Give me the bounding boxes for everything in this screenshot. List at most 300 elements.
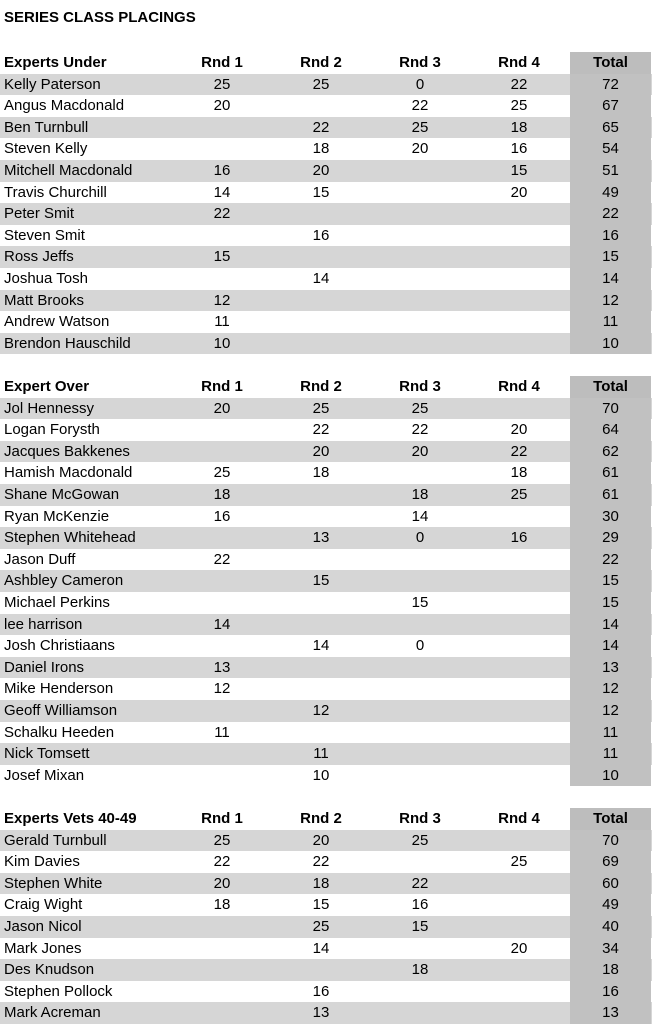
total-cell: 13 bbox=[570, 1002, 651, 1024]
table-row bbox=[0, 203, 652, 225]
table-row bbox=[0, 441, 652, 463]
rnd4-cell: 22 bbox=[510, 442, 528, 460]
table-row bbox=[0, 722, 652, 744]
rnd4-cell bbox=[469, 1002, 569, 1024]
rnd4-cell bbox=[469, 894, 569, 916]
rnd4-cell: 16 bbox=[510, 529, 528, 547]
rnd3-cell bbox=[370, 657, 470, 679]
rnd3-cell bbox=[370, 614, 470, 636]
rnd3-cell bbox=[370, 333, 470, 355]
rnd3-cell: 25 bbox=[411, 399, 429, 417]
total-cell: 49 bbox=[570, 894, 651, 916]
rider-name: Logan Forysth bbox=[4, 421, 100, 439]
rnd1-cell: 22 bbox=[213, 205, 231, 223]
rnd3-cell: 16 bbox=[411, 896, 429, 914]
rider-name: Des Knudson bbox=[4, 961, 95, 979]
rnd4-cell bbox=[469, 246, 569, 268]
rider-name: Nick Tomsett bbox=[4, 745, 90, 763]
total-cell: 16 bbox=[570, 225, 651, 247]
rnd1-cell bbox=[172, 570, 272, 592]
rnd2-cell: 16 bbox=[312, 226, 330, 244]
column-header-rnd4: Rnd 4 bbox=[498, 54, 540, 71]
rnd1-cell bbox=[172, 743, 272, 765]
table-row bbox=[0, 981, 652, 1003]
rnd1-cell: 20 bbox=[213, 874, 231, 892]
section-expert-over bbox=[0, 376, 652, 786]
rnd1-cell: 11 bbox=[214, 723, 230, 741]
table-row bbox=[0, 138, 652, 160]
table-row bbox=[0, 462, 652, 484]
rnd2-cell: 20 bbox=[312, 442, 330, 460]
table-row bbox=[0, 570, 652, 592]
rider-name: Josef Mixan bbox=[4, 766, 85, 784]
rider-name: Michael Perkins bbox=[4, 593, 110, 611]
rnd2-cell: 16 bbox=[312, 982, 330, 1000]
rider-name: Andrew Watson bbox=[4, 313, 110, 331]
table-row bbox=[0, 549, 652, 571]
rider-name: Stephen Whitehead bbox=[4, 529, 136, 547]
table-row bbox=[0, 311, 652, 333]
rnd1-cell: 12 bbox=[213, 680, 231, 698]
table-row bbox=[0, 614, 652, 636]
table-row bbox=[0, 117, 652, 139]
rnd2-cell: 11 bbox=[313, 745, 329, 763]
rnd2-cell bbox=[271, 657, 371, 679]
total-cell: 34 bbox=[570, 938, 651, 960]
total-cell: 62 bbox=[570, 441, 651, 463]
rider-name: Angus Macdonald bbox=[4, 97, 125, 115]
table-row bbox=[0, 1002, 652, 1024]
table-row bbox=[0, 268, 652, 290]
rnd4-cell bbox=[469, 830, 569, 852]
section-experts-under bbox=[0, 52, 652, 354]
rnd4-cell: 15 bbox=[510, 161, 528, 179]
rider-name: Hamish Macdonald bbox=[4, 464, 133, 482]
section-header-row bbox=[0, 376, 652, 398]
rnd1-cell: 13 bbox=[213, 658, 231, 676]
column-header-rnd2: Rnd 2 bbox=[300, 810, 342, 827]
rider-name: Ross Jeffs bbox=[4, 248, 74, 266]
rnd1-cell: 14 bbox=[213, 615, 231, 633]
rnd4-cell bbox=[469, 916, 569, 938]
rnd2-cell bbox=[271, 484, 371, 506]
rnd3-cell bbox=[370, 246, 470, 268]
column-header-total: Total bbox=[570, 376, 651, 398]
rnd4-cell: 25 bbox=[510, 853, 528, 871]
rnd4-cell bbox=[469, 225, 569, 247]
rnd3-cell: 0 bbox=[415, 529, 425, 547]
rnd2-cell: 20 bbox=[312, 831, 330, 849]
total-cell: 30 bbox=[570, 506, 651, 528]
rnd1-cell: 22 bbox=[213, 550, 231, 568]
total-cell: 14 bbox=[570, 614, 651, 636]
table-row bbox=[0, 419, 652, 441]
column-header-rnd3: Rnd 3 bbox=[399, 378, 441, 395]
total-cell: 65 bbox=[570, 117, 651, 139]
rnd3-cell bbox=[370, 938, 470, 960]
rnd1-cell bbox=[172, 592, 272, 614]
table-row bbox=[0, 938, 652, 960]
rider-name: Daniel Irons bbox=[4, 658, 85, 676]
rnd4-cell bbox=[469, 570, 569, 592]
rider-name: Josh Christiaans bbox=[4, 637, 115, 655]
table-row bbox=[0, 182, 652, 204]
rnd1-cell bbox=[172, 441, 272, 463]
rnd4-cell bbox=[469, 506, 569, 528]
total-cell: 13 bbox=[570, 657, 651, 679]
rnd4-cell: 25 bbox=[510, 485, 528, 503]
total-cell: 12 bbox=[570, 700, 651, 722]
table-row bbox=[0, 95, 652, 117]
rnd2-cell bbox=[271, 959, 371, 981]
rider-name: Ashbley Cameron bbox=[4, 572, 124, 590]
rnd3-cell bbox=[370, 182, 470, 204]
rider-name: Jacques Bakkenes bbox=[4, 442, 130, 460]
total-cell: 61 bbox=[570, 484, 651, 506]
rnd3-cell bbox=[370, 462, 470, 484]
rider-name: Stephen Pollock bbox=[4, 982, 113, 1000]
column-header-rnd4: Rnd 4 bbox=[498, 810, 540, 827]
rnd2-cell bbox=[271, 614, 371, 636]
total-cell: 69 bbox=[570, 851, 651, 873]
total-cell: 70 bbox=[570, 830, 651, 852]
rider-name: Ben Turnbull bbox=[4, 118, 89, 136]
rnd4-cell bbox=[469, 333, 569, 355]
column-header-total: Total bbox=[570, 808, 651, 830]
table-row bbox=[0, 398, 652, 420]
rnd2-cell bbox=[271, 549, 371, 571]
rnd3-cell: 14 bbox=[411, 507, 429, 525]
rnd2-cell: 22 bbox=[312, 118, 330, 136]
table-row bbox=[0, 635, 652, 657]
rnd3-cell: 15 bbox=[411, 917, 429, 935]
rnd2-cell: 15 bbox=[312, 896, 330, 914]
column-header-rnd3: Rnd 3 bbox=[399, 810, 441, 827]
table-row bbox=[0, 225, 652, 247]
total-cell: 60 bbox=[570, 873, 651, 895]
rnd1-cell bbox=[172, 138, 272, 160]
section-title: Experts Under bbox=[4, 54, 107, 71]
rnd4-cell bbox=[469, 635, 569, 657]
rnd2-cell: 18 bbox=[312, 464, 330, 482]
rider-name: Joshua Tosh bbox=[4, 269, 88, 287]
table-row bbox=[0, 916, 652, 938]
rnd2-cell bbox=[271, 95, 371, 117]
rnd1-cell bbox=[172, 765, 272, 787]
total-cell: 16 bbox=[570, 981, 651, 1003]
total-cell: 11 bbox=[570, 743, 651, 765]
rnd1-cell: 20 bbox=[213, 399, 231, 417]
total-cell: 51 bbox=[570, 160, 651, 182]
rnd3-cell bbox=[370, 268, 470, 290]
rnd4-cell bbox=[469, 981, 569, 1003]
rider-name: Mark Jones bbox=[4, 939, 82, 957]
column-header-total: Total bbox=[570, 52, 651, 74]
section-experts-vets-40-49 bbox=[0, 808, 652, 1024]
rnd1-cell: 16 bbox=[213, 161, 231, 179]
rider-name: Steven Smit bbox=[4, 226, 85, 244]
total-cell: 18 bbox=[570, 959, 651, 981]
rnd3-cell: 20 bbox=[411, 442, 429, 460]
column-header-rnd2: Rnd 2 bbox=[300, 378, 342, 395]
total-cell: 10 bbox=[570, 333, 651, 355]
rnd3-cell bbox=[370, 225, 470, 247]
total-cell: 12 bbox=[570, 290, 651, 312]
rnd2-cell: 25 bbox=[312, 917, 330, 935]
table-row bbox=[0, 678, 652, 700]
rider-name: Jason Duff bbox=[4, 550, 76, 568]
rnd4-cell bbox=[469, 657, 569, 679]
rnd4-cell: 25 bbox=[510, 97, 528, 115]
rnd2-cell: 22 bbox=[312, 421, 330, 439]
rnd1-cell: 25 bbox=[213, 831, 231, 849]
rider-name: Jol Hennessy bbox=[4, 399, 95, 417]
rnd3-cell bbox=[370, 765, 470, 787]
rider-name: Matt Brooks bbox=[4, 291, 85, 309]
total-cell: 22 bbox=[570, 549, 651, 571]
total-cell: 12 bbox=[570, 678, 651, 700]
column-header-rnd2: Rnd 2 bbox=[300, 54, 342, 71]
rnd1-cell: 18 bbox=[213, 485, 231, 503]
rnd2-cell: 22 bbox=[312, 853, 330, 871]
rnd4-cell: 18 bbox=[510, 118, 528, 136]
rnd3-cell: 22 bbox=[411, 421, 429, 439]
rider-name: Stephen White bbox=[4, 874, 103, 892]
rnd1-cell: 20 bbox=[213, 97, 231, 115]
rider-name: Kelly Paterson bbox=[4, 75, 101, 93]
rnd4-cell: 22 bbox=[510, 75, 528, 93]
rnd2-cell: 15 bbox=[312, 572, 330, 590]
table-row bbox=[0, 592, 652, 614]
total-cell: 61 bbox=[570, 462, 651, 484]
column-header-rnd4: Rnd 4 bbox=[498, 378, 540, 395]
rnd4-cell bbox=[469, 203, 569, 225]
rnd3-cell bbox=[370, 290, 470, 312]
rnd4-cell: 20 bbox=[510, 421, 528, 439]
rnd4-cell bbox=[469, 765, 569, 787]
rnd2-cell bbox=[271, 246, 371, 268]
total-cell: 14 bbox=[570, 268, 651, 290]
rnd3-cell: 22 bbox=[411, 97, 429, 115]
rnd4-cell bbox=[469, 592, 569, 614]
rnd1-cell bbox=[172, 938, 272, 960]
rnd1-cell bbox=[172, 268, 272, 290]
rnd4-cell bbox=[469, 614, 569, 636]
rnd4-cell: 18 bbox=[510, 464, 528, 482]
section-header-row bbox=[0, 808, 652, 830]
rnd1-cell bbox=[172, 419, 272, 441]
rnd4-cell bbox=[469, 873, 569, 895]
rnd2-cell bbox=[271, 333, 371, 355]
total-cell: 11 bbox=[570, 722, 651, 744]
table-row bbox=[0, 765, 652, 787]
total-cell: 72 bbox=[570, 74, 651, 96]
rnd2-cell: 15 bbox=[312, 183, 330, 201]
rnd1-cell bbox=[172, 117, 272, 139]
rnd2-cell: 18 bbox=[312, 140, 330, 158]
rnd1-cell bbox=[172, 527, 272, 549]
rider-name: Ryan McKenzie bbox=[4, 507, 110, 525]
table-row bbox=[0, 657, 652, 679]
rider-name: Mark Acreman bbox=[4, 1004, 101, 1022]
rnd3-cell: 25 bbox=[411, 118, 429, 136]
rnd1-cell: 11 bbox=[214, 313, 230, 331]
column-header-rnd1: Rnd 1 bbox=[201, 54, 243, 71]
table-row bbox=[0, 160, 652, 182]
table-row bbox=[0, 959, 652, 981]
rnd2-cell bbox=[271, 290, 371, 312]
rnd4-cell bbox=[469, 700, 569, 722]
rnd2-cell: 13 bbox=[312, 529, 330, 547]
rnd2-cell bbox=[271, 678, 371, 700]
rnd4-cell bbox=[469, 678, 569, 700]
rnd2-cell bbox=[271, 203, 371, 225]
rnd1-cell: 25 bbox=[213, 464, 231, 482]
rider-name: Peter Smit bbox=[4, 205, 75, 223]
rnd4-cell bbox=[469, 268, 569, 290]
rnd3-cell: 25 bbox=[411, 831, 429, 849]
rnd2-cell: 25 bbox=[312, 399, 330, 417]
rnd3-cell bbox=[370, 981, 470, 1003]
rnd3-cell: 20 bbox=[411, 140, 429, 158]
rnd4-cell bbox=[469, 959, 569, 981]
table-row bbox=[0, 506, 652, 528]
rnd4-cell bbox=[469, 743, 569, 765]
table-row bbox=[0, 246, 652, 268]
rider-name: lee harrison bbox=[4, 615, 83, 633]
rider-name: Craig Wight bbox=[4, 896, 83, 914]
rider-name: Brendon Hauschild bbox=[4, 334, 131, 352]
column-header-rnd3: Rnd 3 bbox=[399, 54, 441, 71]
rnd3-cell: 0 bbox=[415, 75, 425, 93]
rnd3-cell bbox=[370, 549, 470, 571]
rnd3-cell bbox=[370, 743, 470, 765]
rnd3-cell bbox=[370, 311, 470, 333]
section-title: Experts Vets 40-49 bbox=[4, 810, 137, 827]
rnd3-cell bbox=[370, 700, 470, 722]
rnd3-cell bbox=[370, 678, 470, 700]
total-cell: 49 bbox=[570, 182, 651, 204]
rnd3-cell: 22 bbox=[411, 874, 429, 892]
rnd3-cell bbox=[370, 851, 470, 873]
table-row bbox=[0, 74, 652, 96]
rnd3-cell: 15 bbox=[411, 593, 429, 611]
rnd3-cell bbox=[370, 1002, 470, 1024]
rnd1-cell bbox=[172, 635, 272, 657]
rnd3-cell: 18 bbox=[411, 485, 429, 503]
rnd2-cell: 12 bbox=[312, 701, 330, 719]
rnd1-cell: 15 bbox=[213, 248, 231, 266]
rnd2-cell: 14 bbox=[312, 269, 330, 287]
rider-name: Jason Nicol bbox=[4, 917, 82, 935]
rnd4-cell: 16 bbox=[510, 140, 528, 158]
rnd1-cell: 18 bbox=[213, 896, 231, 914]
total-cell: 67 bbox=[570, 95, 651, 117]
rnd1-cell bbox=[172, 916, 272, 938]
page-title: SERIES CLASS PLACINGS bbox=[4, 9, 196, 26]
rnd1-cell bbox=[172, 981, 272, 1003]
rider-name: Kim Davies bbox=[4, 853, 80, 871]
rnd4-cell bbox=[469, 311, 569, 333]
rnd4-cell: 20 bbox=[510, 939, 528, 957]
rider-name: Shane McGowan bbox=[4, 485, 120, 503]
rider-name: Geoff Williamson bbox=[4, 701, 118, 719]
table-row bbox=[0, 527, 652, 549]
table-row bbox=[0, 830, 652, 852]
rnd2-cell: 14 bbox=[312, 637, 330, 655]
rnd3-cell bbox=[370, 722, 470, 744]
total-cell: 14 bbox=[570, 635, 651, 657]
column-header-rnd1: Rnd 1 bbox=[201, 810, 243, 827]
rider-name: Steven Kelly bbox=[4, 140, 88, 158]
rnd3-cell: 0 bbox=[415, 637, 425, 655]
column-header-rnd1: Rnd 1 bbox=[201, 378, 243, 395]
rider-name: Schalku Heeden bbox=[4, 723, 115, 741]
table-row bbox=[0, 484, 652, 506]
total-cell: 64 bbox=[570, 419, 651, 441]
rnd2-cell: 20 bbox=[312, 161, 330, 179]
rnd4-cell bbox=[469, 398, 569, 420]
rider-name: Gerald Turnbull bbox=[4, 831, 107, 849]
total-cell: 40 bbox=[570, 916, 651, 938]
total-cell: 70 bbox=[570, 398, 651, 420]
rnd2-cell: 25 bbox=[312, 75, 330, 93]
section-title: Expert Over bbox=[4, 378, 90, 395]
rnd1-cell: 16 bbox=[213, 507, 231, 525]
total-cell: 11 bbox=[570, 311, 651, 333]
rnd2-cell: 10 bbox=[312, 766, 330, 784]
rnd3-cell bbox=[370, 570, 470, 592]
rnd1-cell bbox=[172, 225, 272, 247]
rnd1-cell: 12 bbox=[213, 291, 231, 309]
total-cell: 54 bbox=[570, 138, 651, 160]
rider-name: Travis Churchill bbox=[4, 183, 107, 201]
rnd3-cell bbox=[370, 203, 470, 225]
rnd2-cell: 14 bbox=[312, 939, 330, 957]
rnd2-cell bbox=[271, 311, 371, 333]
rnd4-cell bbox=[469, 722, 569, 744]
table-row bbox=[0, 743, 652, 765]
total-cell: 22 bbox=[570, 203, 651, 225]
rnd4-cell bbox=[469, 549, 569, 571]
rnd3-cell bbox=[370, 160, 470, 182]
rnd1-cell bbox=[172, 959, 272, 981]
total-cell: 10 bbox=[570, 765, 651, 787]
total-cell: 29 bbox=[570, 527, 651, 549]
rider-name: Mike Henderson bbox=[4, 680, 114, 698]
section-header-row bbox=[0, 52, 652, 74]
rnd2-cell: 18 bbox=[312, 874, 330, 892]
table-row bbox=[0, 851, 652, 873]
rnd2-cell bbox=[271, 592, 371, 614]
table-row bbox=[0, 873, 652, 895]
rnd1-cell: 14 bbox=[213, 183, 231, 201]
rnd3-cell: 18 bbox=[411, 961, 429, 979]
total-cell: 15 bbox=[570, 570, 651, 592]
rnd1-cell: 25 bbox=[213, 75, 231, 93]
table-row bbox=[0, 290, 652, 312]
rnd1-cell: 10 bbox=[213, 334, 231, 352]
rnd4-cell bbox=[469, 290, 569, 312]
rnd2-cell: 13 bbox=[312, 1004, 330, 1022]
table-row bbox=[0, 333, 652, 355]
rnd1-cell: 22 bbox=[213, 853, 231, 871]
rnd1-cell bbox=[172, 700, 272, 722]
rnd4-cell: 20 bbox=[510, 183, 528, 201]
table-row bbox=[0, 894, 652, 916]
total-cell: 15 bbox=[570, 592, 651, 614]
rnd1-cell bbox=[172, 1002, 272, 1024]
